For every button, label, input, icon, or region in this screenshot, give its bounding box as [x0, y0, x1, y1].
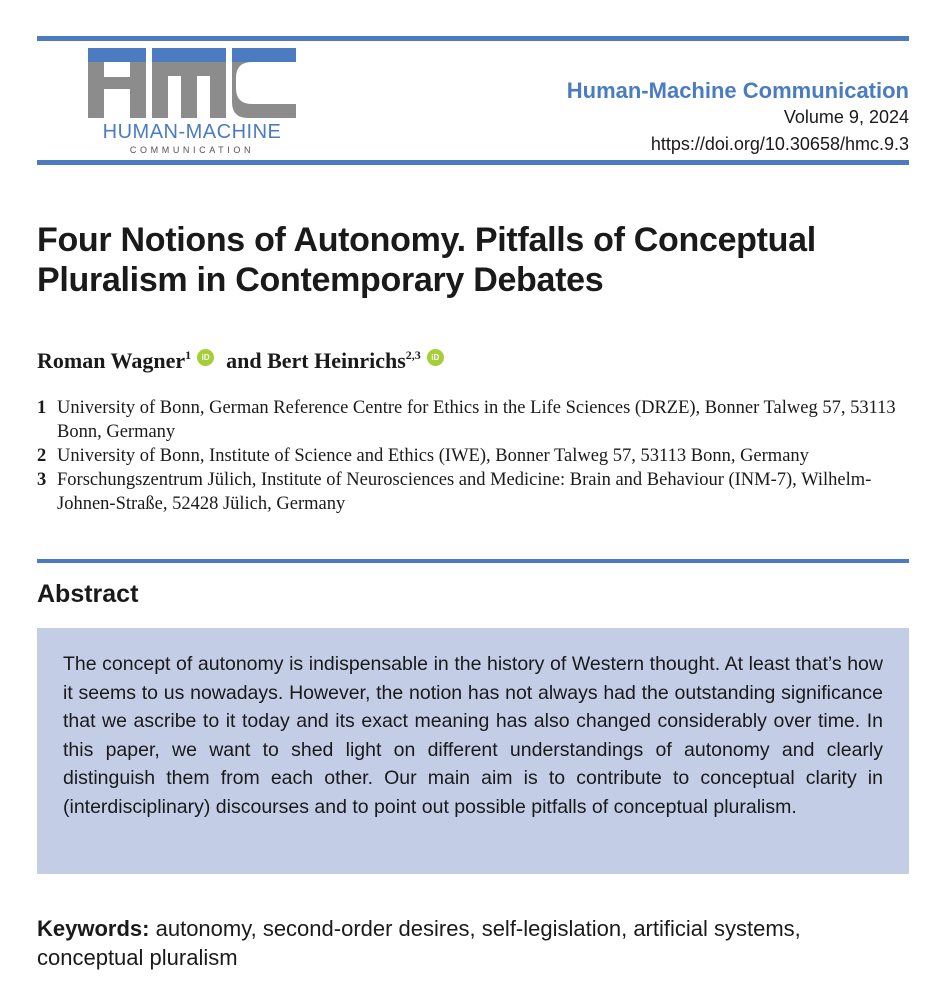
- section-rule: [37, 559, 909, 563]
- keywords-label: Keywords:: [37, 916, 150, 941]
- journal-name: Human-Machine Communication: [566, 78, 909, 103]
- article-title-line-1: Four Notions of Autonomy. Pitfalls of Conceptual: [37, 221, 816, 259]
- header-top-rule: [37, 36, 909, 41]
- author-name-wagner: Roman Wagner: [37, 348, 186, 373]
- orcid-icon[interactable]: iD: [197, 349, 214, 366]
- header-bottom-rule: [37, 160, 909, 165]
- affiliation-text: University of Bonn, Institute of Science and Ethics (IWE), Bonner Talweg 57, 53113 Bonn, Germany: [57, 446, 809, 466]
- abstract-text: The concept of autonomy is indispensable in the history of Western thought. At least that’s how it seems to us nowadays. However, the notion has not always had the outstanding significance that we ascribe to it today and its exact meaning has also changed considerably over time. In this paper, we want to shed light on different understandings of autonomy and clearly distinguish them from each other. Our main aim is to contribute to conceptual clarity in (interdisciplinary) discourses and to point out possible pitfalls of conceptual pluralism.: [63, 653, 883, 818]
- logo-text-human-machine: HUMAN-MACHINE: [102, 121, 282, 143]
- affiliation-number: 2: [37, 446, 47, 466]
- author-connector: and: [226, 348, 262, 373]
- author-name-heinrichs: Bert Heinrichs: [267, 348, 406, 373]
- affiliation-number: 3: [37, 470, 47, 490]
- article-title-line-2: Pluralism in Contemporary Debates: [37, 261, 604, 299]
- keywords-list: autonomy, second-order desires, self-legislation, artificial systems, conceptual pluralism: [37, 916, 801, 970]
- journal-volume: Volume 9, 2024: [783, 107, 909, 127]
- author-list: [37, 340, 456, 376]
- affiliation-list: [37, 396, 907, 516]
- affiliation-item: [37, 468, 907, 516]
- journal-logo: [88, 48, 296, 158]
- affiliation-item: [37, 396, 907, 444]
- keywords: [37, 914, 907, 972]
- affiliation-text: University of Bonn, German Reference Centre for Ethics in the Life Sciences (DRZE), Bonner Talweg 57, 53113 Bonn, Germany: [57, 398, 896, 442]
- hmc-logo-letters: [88, 48, 296, 118]
- orcid-icon[interactable]: iD: [427, 349, 444, 366]
- affiliation-item: [37, 444, 907, 468]
- affiliation-number: 1: [37, 398, 47, 418]
- author-affil-sup-heinrichs: 2,3: [405, 348, 421, 362]
- abstract-box: [37, 628, 909, 874]
- author-affil-sup-wagner: 1: [185, 348, 192, 362]
- doi-link[interactable]: https://doi.org/10.30658/hmc.9.3: [650, 134, 909, 154]
- logo-text-communication: COMMUNICATION: [129, 145, 255, 155]
- journal-info: [567, 78, 909, 158]
- article-title: [37, 220, 907, 300]
- affiliation-text: Forschungszentrum Jülich, Institute of Neurosciences and Medicine: Brain and Behaviour (INM-7), Wilhelm-Johnen-Straße, 52428 Jülich, Germany: [57, 470, 872, 514]
- abstract-heading: Abstract: [37, 580, 139, 608]
